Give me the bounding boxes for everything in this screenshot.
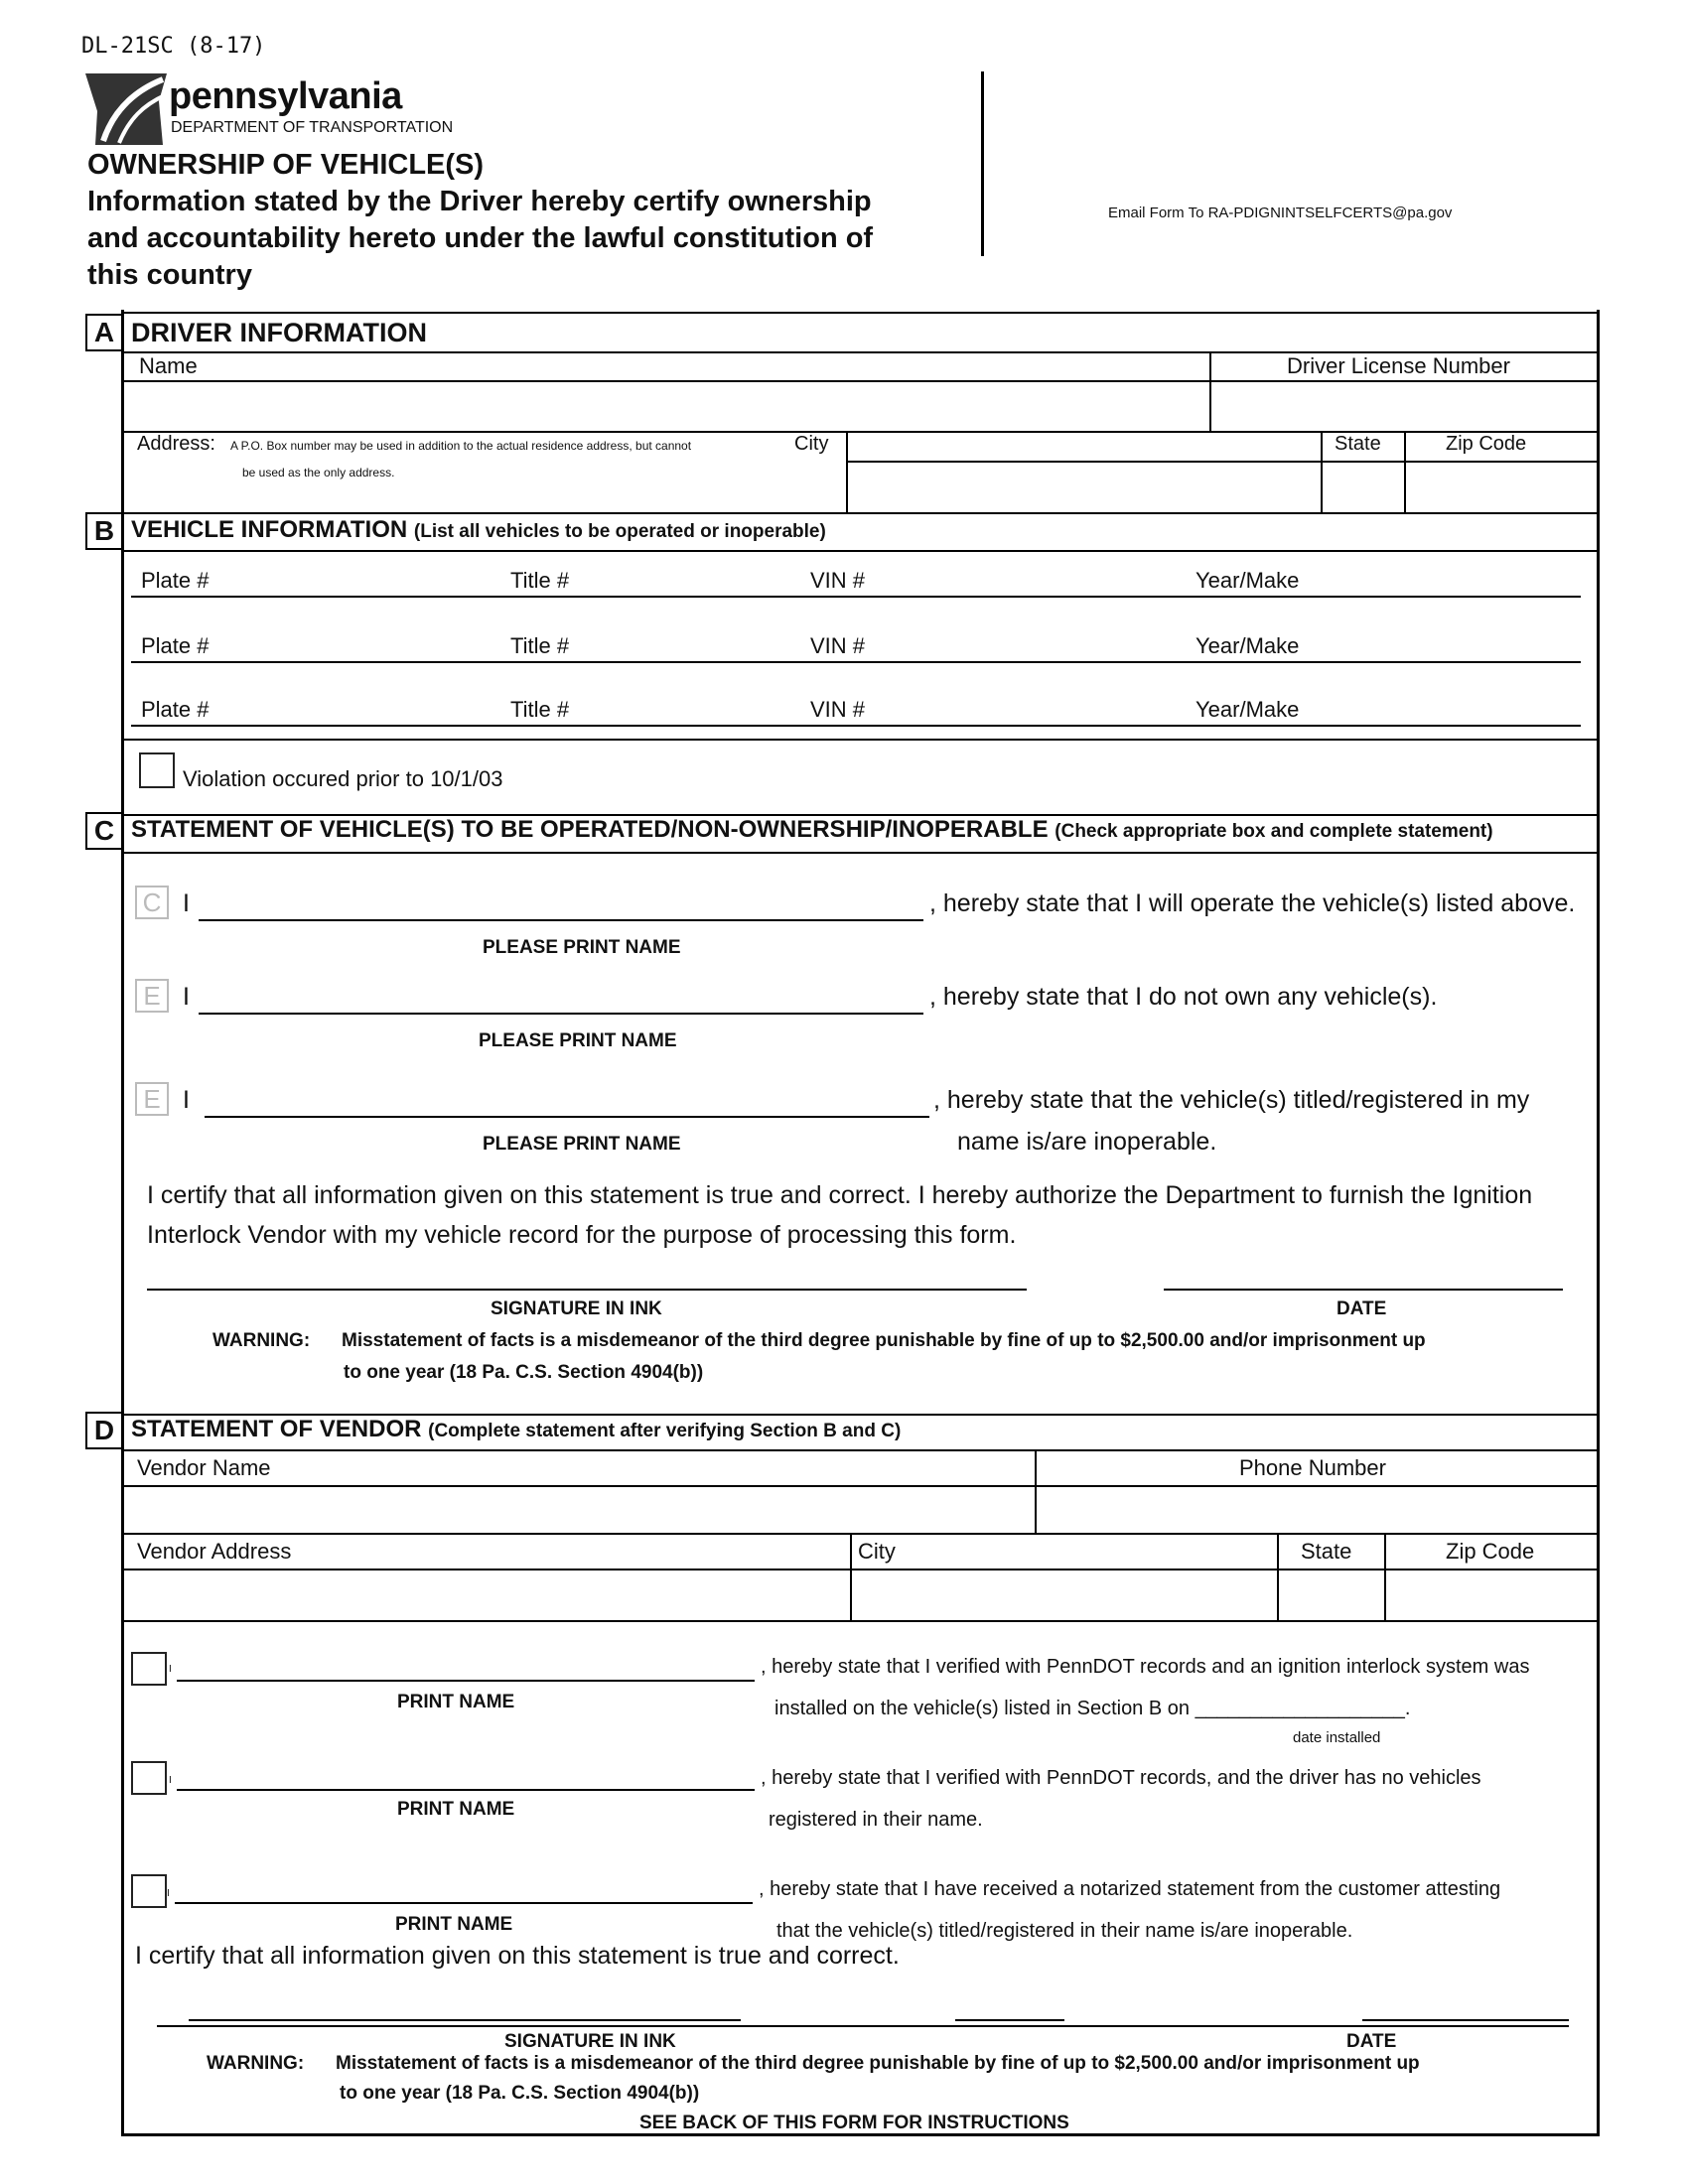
- print-name-label: PRINT NAME: [397, 1799, 515, 1820]
- vehicle-row-line: [131, 596, 1581, 598]
- page-subtitle: [87, 184, 873, 294]
- vendor-phone-divider: [1035, 1449, 1037, 1533]
- driver-name-field[interactable]: [125, 383, 1207, 431]
- section-a-top: [121, 312, 1600, 314]
- date-installed-label: date installed: [1293, 1729, 1381, 1746]
- notarized-statement-1: , hereby state that I have received a notarized statement from the customer attesting: [759, 1878, 1501, 1900]
- section-c-title-note: (Check appropriate box and complete statement): [1055, 821, 1493, 842]
- vendor-address-rule: [121, 1569, 1600, 1570]
- zip-label: Zip Code: [1446, 433, 1527, 455]
- section-c-letter: C: [85, 812, 123, 850]
- section-c-title: [131, 816, 1493, 844]
- header-divider: [981, 71, 984, 256]
- vendor-address-label: Vendor Address: [137, 1539, 292, 1564]
- vendor-state-label: State: [1301, 1539, 1352, 1564]
- vendor-certify: I certify that all information given on this statement is true and correct.: [135, 1942, 900, 1970]
- interlock-name-line[interactable]: [177, 1680, 755, 1682]
- subtitle-line-2: and accountability hereto under the lawful constitution of: [87, 222, 874, 254]
- logo-name: pennsylvania: [169, 75, 402, 117]
- plate-label: Plate #: [141, 697, 210, 722]
- inoperable-checkbox[interactable]: E: [135, 1082, 169, 1116]
- penndot-logo: [83, 71, 461, 147]
- violation-checkbox[interactable]: [139, 752, 175, 788]
- vehicle-rows-bottom: [121, 739, 1600, 741]
- section-b-rule: [121, 550, 1600, 552]
- name-row-rule: [121, 380, 1600, 382]
- operate-statement: , hereby state that I will operate the vehicle(s) listed above.: [929, 889, 1576, 917]
- city-row-rule: [846, 461, 1600, 463]
- vin-label: VIN #: [810, 697, 866, 722]
- vendor-state-field[interactable]: [1281, 1571, 1382, 1618]
- no-ownership-name-line[interactable]: [199, 1013, 923, 1015]
- notarized-statement-2: that the vehicle(s) titled/registered in their name is/are inoperable.: [776, 1920, 1353, 1942]
- title-no-label: Title #: [510, 568, 570, 593]
- section-b-letter: B: [85, 512, 123, 550]
- no-vehicles-checkbox[interactable]: [131, 1761, 167, 1795]
- no-vehicles-name-line[interactable]: [177, 1789, 755, 1791]
- section-b-title: [131, 516, 826, 544]
- city-state-divider: [1277, 1533, 1279, 1620]
- operate-checkbox[interactable]: C: [135, 886, 169, 919]
- phone-field[interactable]: [1039, 1488, 1595, 1531]
- vendor-zip-field[interactable]: [1388, 1571, 1595, 1618]
- section-b-top: [121, 512, 1600, 514]
- phone-label: Phone Number: [1239, 1455, 1386, 1480]
- vendor-signature-date-line[interactable]: [157, 2025, 1569, 2027]
- vendor-signature-label: SIGNATURE IN INK: [504, 2031, 676, 2052]
- section-d-title-text: STATEMENT OF VENDOR: [131, 1416, 422, 1442]
- signature-label: SIGNATURE IN INK: [491, 1298, 662, 1319]
- vendor-address-field[interactable]: [125, 1571, 848, 1618]
- vin-label: VIN #: [810, 568, 866, 593]
- title-no-label: Title #: [510, 633, 570, 658]
- plate-label: Plate #: [141, 568, 210, 593]
- signature-line[interactable]: [147, 1289, 1027, 1291]
- address-note-2: be used as the only address.: [242, 466, 395, 479]
- vehicle-row-3[interactable]: [131, 693, 1581, 729]
- section-d-title-note: (Complete statement after verifying Section B and C): [428, 1421, 902, 1441]
- interlock-statement-1: , hereby state that I verified with PennDOT records and an ignition interlock system was: [761, 1656, 1530, 1678]
- state-zip-divider: [1404, 431, 1406, 512]
- state-field[interactable]: [1325, 464, 1402, 510]
- warning-label: WARNING:: [212, 1330, 311, 1351]
- vendor-name-label: Vendor Name: [137, 1455, 271, 1480]
- no-vehicles-statement-2: registered in their name.: [769, 1809, 983, 1831]
- vendor-warning-line-1: Misstatement of facts is a misdemeanor of the third degree punishable by fine of up to $2,500.00 and/or imprisonment up: [336, 2053, 1420, 2074]
- vendor-name-rule: [121, 1485, 1600, 1487]
- vendor-date-line: [1362, 2019, 1569, 2021]
- subtitle-line-3: this country: [87, 259, 252, 291]
- section-d-title: [131, 1416, 901, 1443]
- email-note: Email Form To RA-PDIGNINTSELFCERTS@pa.gov: [1108, 205, 1453, 221]
- print-name-label: PRINT NAME: [395, 1914, 513, 1935]
- operate-name-line[interactable]: [199, 919, 923, 921]
- zip-field[interactable]: [1408, 464, 1595, 510]
- subtitle-line-1: Information stated by the Driver hereby certify ownership: [87, 186, 872, 217]
- vendor-city-field[interactable]: [854, 1571, 1275, 1618]
- vehicle-row-line: [131, 725, 1581, 727]
- interlock-statement-2: installed on the vehicle(s) listed in Section B on ___________________.: [774, 1698, 1411, 1719]
- i-label: I: [169, 1664, 172, 1675]
- section-b-title-note: (List all vehicles to be operated or inoperable): [413, 521, 826, 542]
- license-label: Driver License Number: [1287, 353, 1510, 378]
- warning-line-1: Misstatement of facts is a misdemeanor of the third degree punishable by fine of up to $2,500.00 and/or imprisonment up: [342, 1330, 1426, 1351]
- page-title: OWNERSHIP OF VEHICLE(S): [87, 149, 485, 181]
- vendor-date-label: DATE: [1346, 2031, 1397, 2052]
- city-state-divider: [1321, 431, 1323, 512]
- address-note-1: A P.O. Box number may be used in addition to the actual residence address, but cannot: [230, 439, 692, 453]
- inoperable-statement-1: , hereby state that the vehicle(s) titled/registered in my: [933, 1086, 1530, 1114]
- vendor-warning-label: WARNING:: [207, 2053, 305, 2074]
- section-a-letter: A: [85, 314, 123, 351]
- print-name-label: PLEASE PRINT NAME: [483, 1134, 681, 1155]
- print-name-label: PRINT NAME: [397, 1692, 515, 1712]
- i-label: I: [167, 1888, 170, 1899]
- driver-license-field[interactable]: [1213, 383, 1595, 431]
- section-d-letter: D: [85, 1412, 123, 1449]
- vehicle-row-2[interactable]: [131, 629, 1581, 665]
- notarized-checkbox[interactable]: [131, 1874, 167, 1908]
- certify-line-1: I certify that all information given on this statement is true and correct. I hereby authorize the Department to furnish the Ignition: [147, 1181, 1533, 1209]
- certify-line-2: Interlock Vendor with my vehicle record for the purpose of processing this form.: [147, 1221, 1017, 1249]
- address-city-divider: [846, 431, 848, 512]
- vendor-city-label: City: [858, 1539, 896, 1564]
- no-vehicles-statement-1: , hereby state that I verified with PennDOT records, and the driver has no vehicles: [761, 1767, 1481, 1789]
- year-make-label: Year/Make: [1196, 633, 1300, 658]
- inoperable-statement-2: name is/are inoperable.: [957, 1128, 1217, 1156]
- address-label: Address:: [137, 433, 215, 455]
- date-line[interactable]: [1164, 1289, 1563, 1291]
- date-label: DATE: [1336, 1298, 1387, 1319]
- i-label: I: [183, 983, 190, 1011]
- city-label: City: [794, 433, 829, 455]
- form-id: DL-21SC (8-17): [81, 34, 266, 59]
- print-name-label: PLEASE PRINT NAME: [479, 1030, 677, 1051]
- form-right-border: [1597, 310, 1600, 2136]
- interlock-installed-checkbox[interactable]: [131, 1652, 167, 1686]
- print-name-label: PLEASE PRINT NAME: [483, 937, 681, 958]
- notarized-name-line[interactable]: [175, 1902, 753, 1904]
- section-b-title-text: VEHICLE INFORMATION: [131, 516, 408, 543]
- violation-label: Violation occured prior to 10/1/03: [183, 766, 503, 791]
- i-label: I: [183, 889, 190, 917]
- year-make-label: Year/Make: [1196, 697, 1300, 722]
- see-back-note: SEE BACK OF THIS FORM FOR INSTRUCTIONS: [639, 2113, 1069, 2133]
- address-city-divider: [850, 1533, 852, 1620]
- section-c-title-text: STATEMENT OF VEHICLE(S) TO BE OPERATED/NON-OWNERSHIP/INOPERABLE: [131, 816, 1049, 843]
- section-d-rule: [121, 1449, 1600, 1451]
- vendor-address-top: [121, 1533, 1600, 1535]
- no-ownership-checkbox[interactable]: E: [135, 979, 169, 1013]
- vendor-warning-line-2: to one year (18 Pa. C.S. Section 4904(b)): [340, 2083, 700, 2104]
- section-c-rule: [121, 852, 1600, 854]
- name-label: Name: [139, 353, 198, 378]
- keystone-icon: [83, 71, 169, 147]
- vin-label: VIN #: [810, 633, 866, 658]
- i-label: I: [183, 1086, 190, 1114]
- section-a-title: DRIVER INFORMATION: [131, 318, 427, 347]
- vehicle-row-1[interactable]: [131, 564, 1581, 600]
- name-license-divider: [1209, 351, 1211, 433]
- title-no-label: Title #: [510, 697, 570, 722]
- vendor-name-field[interactable]: [125, 1488, 1033, 1531]
- warning-line-2: to one year (18 Pa. C.S. Section 4904(b)): [344, 1362, 704, 1383]
- vendor-signature-line: [189, 2019, 741, 2021]
- vendor-fields-bottom: [121, 1620, 1600, 1622]
- no-ownership-statement: , hereby state that I do not own any vehicle(s).: [929, 983, 1438, 1011]
- state-zip-divider: [1384, 1533, 1386, 1620]
- i-label: I: [169, 1775, 172, 1786]
- form-left-border: [121, 310, 124, 2136]
- vendor-mid-line: [955, 2019, 1064, 2021]
- logo-dept: DEPARTMENT OF TRANSPORTATION: [171, 119, 454, 136]
- year-make-label: Year/Make: [1196, 568, 1300, 593]
- inoperable-name-line[interactable]: [205, 1116, 929, 1118]
- city-field[interactable]: [850, 464, 1319, 510]
- vehicle-row-line: [131, 661, 1581, 663]
- vendor-zip-label: Zip Code: [1446, 1539, 1535, 1564]
- plate-label: Plate #: [141, 633, 210, 658]
- state-label: State: [1335, 433, 1381, 455]
